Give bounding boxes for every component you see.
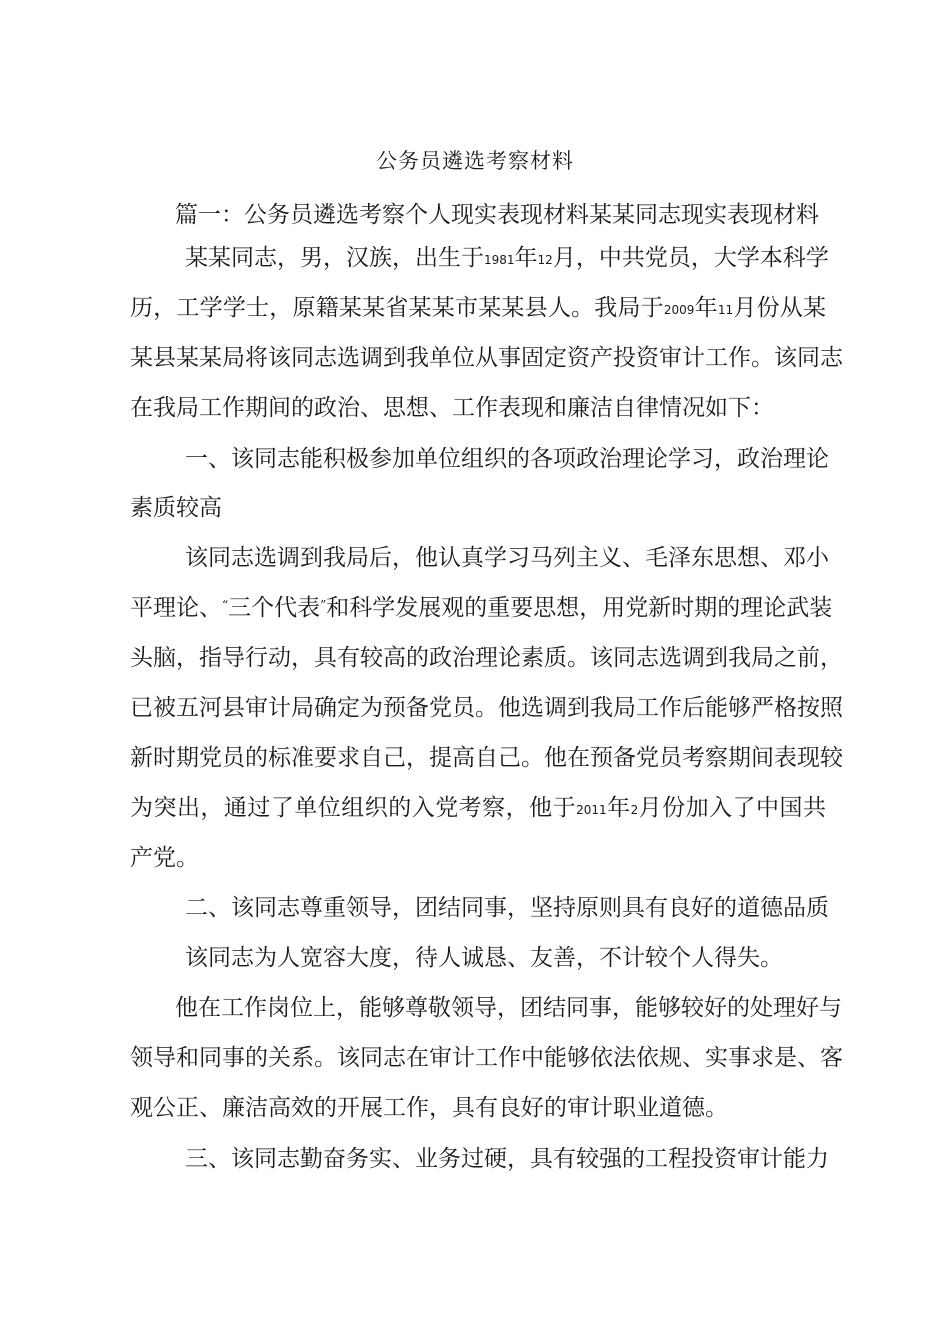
number-segment: 11 <box>717 303 734 317</box>
number-segment: 12 <box>537 253 553 267</box>
body-line: 领导和同事的关系。该同志在审计工作中能够依法依规、实事求是、客 <box>130 1045 843 1071</box>
body-line <box>130 595 833 621</box>
body-line: 产党。 <box>130 845 199 871</box>
text-segment: 三个代表 <box>228 595 321 621</box>
number-segment: 2011 <box>576 803 607 817</box>
quote-mark: ” <box>320 598 327 612</box>
text-segment: 和科学发展观的重要思想，用党新时期的理论武装 <box>326 595 833 621</box>
quote-mark: “ <box>222 598 229 612</box>
body-line: 已被五河县审计局确定为预备党员。他选调到我局工作后能够严格按照 <box>130 695 843 721</box>
number-segment: 2009 <box>663 303 695 317</box>
section-heading-line: 素质较高 <box>130 495 222 521</box>
body-line: 该同志为人宽容大度，待人诚恳、友善，不计较个人得失。 <box>185 945 783 971</box>
text-segment: 年 <box>514 245 538 271</box>
body-line: 观公正、廉洁高效的开展工作，具有良好的审计职业道德。 <box>130 1095 728 1121</box>
text-segment: 某某同志，男，汉族，出生于 <box>185 245 484 271</box>
section-heading-line: 一、该同志能积极参加单位组织的各项政治理论学习，政治理论 <box>185 446 829 472</box>
number-segment: 1981 <box>484 253 515 267</box>
body-line: 在我局工作期间的政治、思想、工作表现和廉洁自律情况如下： <box>130 395 774 421</box>
section-heading-line: 二、该同志尊重领导，团结同事，坚持原则具有良好的道德品质 <box>185 895 829 921</box>
text-segment: 月份从某 <box>733 295 827 321</box>
text-segment: 平理论、 <box>130 595 222 621</box>
text-segment: 月，中共党员，大学本科学 <box>552 245 829 271</box>
body-line: 他在工作岗位上，能够尊敬领导，团结同事，能够较好的处理好与 <box>175 995 842 1021</box>
section-heading-line: 三、该同志勤奋务实、业务过硬，具有较强的工程投资审计能力 <box>185 1146 829 1172</box>
body-line <box>185 245 829 271</box>
body-line: 该同志选调到我局后，他认真学习马列主义、毛泽东思想、邓小 <box>185 545 829 571</box>
body-line <box>130 797 826 820</box>
text-segment: 年 <box>606 795 631 821</box>
document-title: 公务员遴选考察材料 <box>376 149 574 173</box>
body-line: 头脑，指导行动，具有较高的政治理论素质。该同志选调到我局之前， <box>130 645 843 671</box>
text-segment: 为突出，通过了单位组织的入党考察，他于 <box>130 795 577 821</box>
text-segment: 历，工学学士，原籍某某省某某市某某县人。我局于 <box>130 295 664 321</box>
body-line: 新时期党员的标准要求自己，提高自己。他在预备党员考察期间表现较 <box>130 745 843 771</box>
body-line <box>130 297 826 320</box>
text-segment: 年 <box>694 295 718 321</box>
number-segment: 2 <box>630 803 639 817</box>
body-line: 某县某某局将该同志选调到我单位从事固定资产投资审计工作。该同志 <box>130 345 843 371</box>
text-segment: 月份加入了中国共 <box>638 795 827 821</box>
document-subtitle: 篇一：公务员遴选考察个人现实表现材料某某同志现实表现材料 <box>175 202 819 228</box>
